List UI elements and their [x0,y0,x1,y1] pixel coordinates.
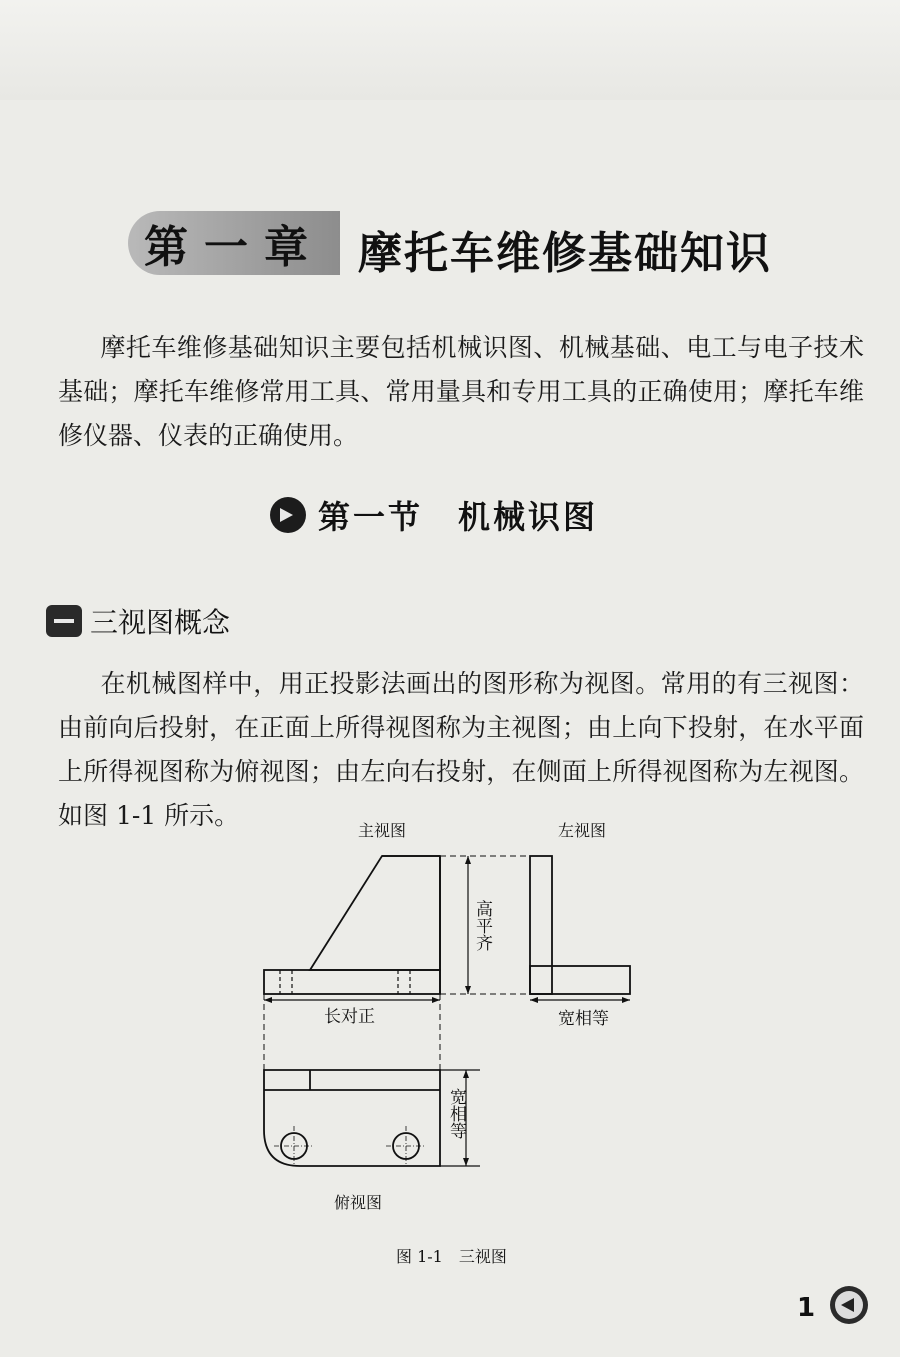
chapter-label: 第一章 [128,211,340,275]
chapter-heading [128,207,788,285]
subsection-heading [46,600,230,642]
top-view-label: 俯视图 [334,1193,383,1212]
body-text: 在机械图样中，用正投影法画出的图形称为视图。常用的有三视图：由前向后投射，在正面上所得视图称为主视图；由上向下投射，在水平面上所得视图称为俯视图；由左向右投射，在侧面上所得视图称为左视图。如图 1-1 所示。 [58,669,864,830]
left-view-base [530,966,630,994]
intro-text: 摩托车维修基础知识主要包括机械识图、机械基础、电工与电子技术基础；摩托车维修常用工具、常用量具和专用工具的正确使用；摩托车维修仪器、仪表的正确使用。 [58,333,864,450]
intro-paragraph [58,326,864,458]
front-view-label: 主视图 [358,821,407,840]
subsection-badge-icon [46,605,82,637]
front-view-base [264,970,440,994]
front-view-rib [310,856,440,970]
chapter-title: 摩托车维修基础知识 [358,228,772,279]
page-header-band [0,0,900,100]
width-equal-label-side: 宽相等 [558,1009,609,1029]
left-view-upright [530,856,552,994]
three-view-figure [240,810,680,1230]
page-number: 1 [797,1293,816,1323]
length-align-label: 长对正 [324,1007,375,1027]
width-equal-label-top: 宽相等 [446,1088,466,1139]
section-title: 第一节 机械识图 [318,498,599,536]
left-view-label: 左视图 [558,821,607,840]
figure-caption: 图 1-1 三视图 [396,1247,507,1266]
height-level-label: 高平齐 [472,900,492,951]
back-arrow-icon[interactable] [830,1286,868,1324]
top-view-outline [264,1070,440,1166]
section-heading [270,490,598,540]
subsection-title: 三视图概念 [90,606,231,639]
three-view-drawing [240,810,680,1230]
arrow-right-icon [270,497,306,533]
